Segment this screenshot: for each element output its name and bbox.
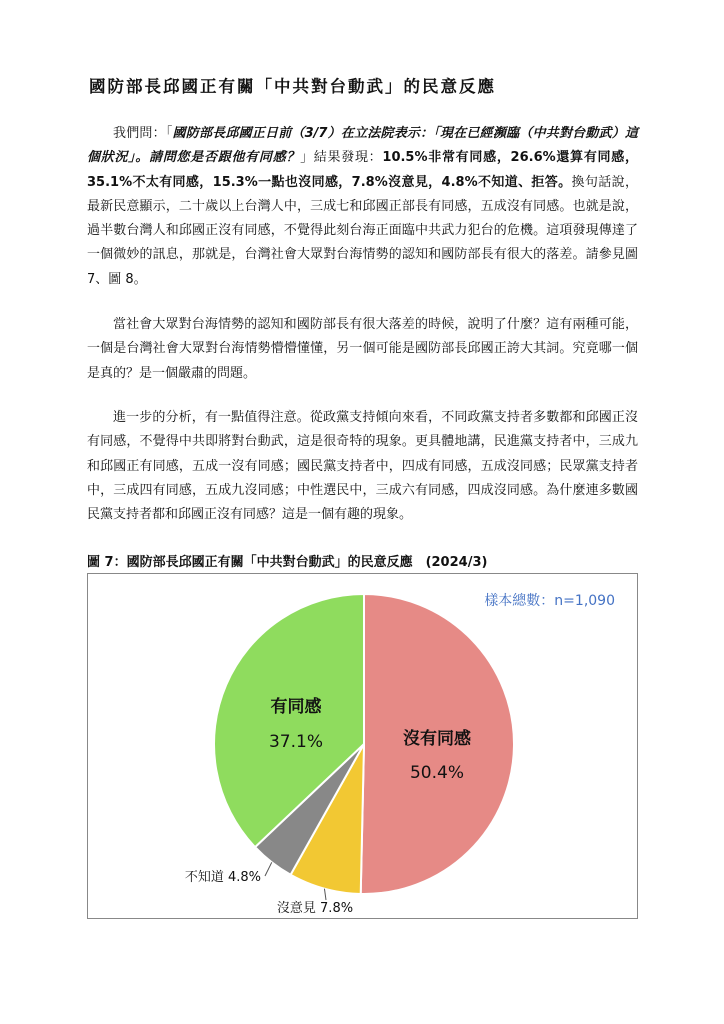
slice-value-no-feeling: 50.4% [409, 763, 465, 783]
leader-line-dont-know [265, 862, 272, 876]
survey-result-values: 10.5%非常有同感，26.6%還算有同感，35.1%不太有同感，15.3%一點也沒同感，7.8%沒意見，4.8%不知道、拒答。 [87, 150, 638, 190]
slice-label-no-feeling: 沒有同感 [403, 729, 471, 749]
paragraph-2: 當社會大眾對台海情勢的認知和國防部長有很大落差的時候，說明了什麼？這有兩種可能，一個是台灣社會大眾對台海情勢懵懵懂懂，另一個可能是國防部長邱國正誇大其詞。究竟哪一個是真的？是一個嚴肅的問題。 [87, 317, 638, 381]
paragraph-1-intro: 我們問：「 [113, 126, 173, 141]
paragraph-3: 進一步的分析，有一點值得注意。從政黨支持傾向來看，不同政黨支持者多數都和邱國正沒有同感，不覺得中共即將對台動武，這是很奇特的現象。更具體地講，民進黨支持者中，三成九和邱國正有同感，五成一沒有同感；國民黨支持者中，四成有同感，五成沒同感；民眾黨支持者中，三成四有同感，五成九沒同感；中性選民中，三成六有同感，四成沒同感。為什麼連多數國民黨支持者都和邱國正沒有同感？這是一個有趣的現象。 [87, 410, 638, 523]
slice-value-agree: 37.1% [268, 732, 324, 752]
slice-label-agree: 有同感 [270, 697, 322, 717]
document-title: 國防部長邱國正有關「中共對台動武」的民意反應 [89, 77, 496, 96]
pie-chart [88, 574, 637, 918]
paragraph-1-rest: 換句話說，最新民意顯示，二十歲以上台灣人中，三成七和邱國正部長有同感，五成沒有同感。也就是說，過半數台灣人和邱國正沒有同感，不覺得此刻台海正面臨中共武力犯台的危機。這項發現傳達了一個微妙的訊息，那就是，台灣社會大眾對台海情勢的認知和國防部長有很大的落差。請參見圖 7、圖 8。 [87, 174, 638, 287]
sample-size-label: 樣本總數：n=1,090 [484, 593, 615, 609]
pie-chart-frame [87, 573, 638, 919]
paragraph-1-result-intro: 」結果發現： [300, 150, 383, 166]
survey-question: 國防部長邱國正日前（3/7）在立法院表示：「現在已經瀕臨（中共對台動武）這個狀況」。請問您是否跟他有同感？ [87, 126, 638, 166]
figure-caption: 圖 7：國防部長邱國正有關「中共對台動武」的民意反應 (2024/3) [87, 555, 488, 570]
slice-label-dont-know: 不知道 4.8% [184, 870, 261, 885]
slice-label-no-opinion: 沒意見 7.8% [276, 901, 354, 916]
leader-line-no-opinion [324, 889, 326, 900]
paragraph-1 [87, 122, 638, 292]
